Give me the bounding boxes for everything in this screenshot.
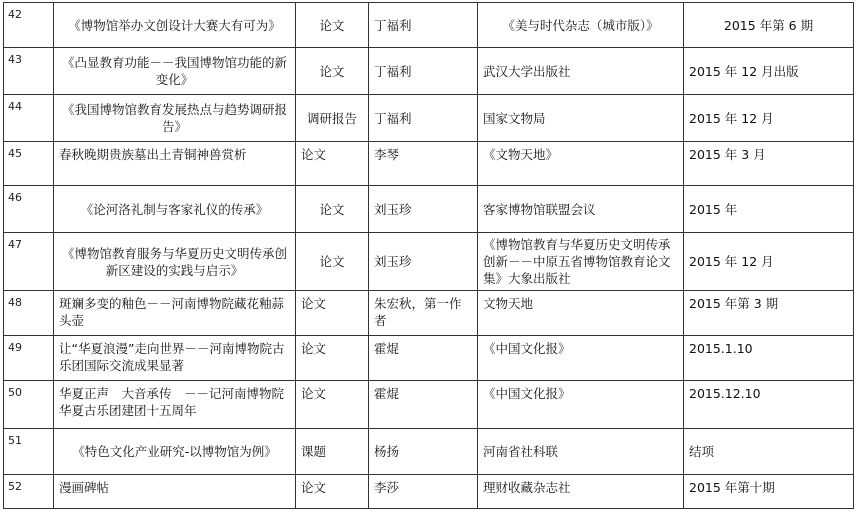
title-cell: 让“华夏浪漫”走向世界－－河南博物院古乐团国际交流成果显著 bbox=[54, 336, 296, 381]
date-cell: 2015 年 bbox=[684, 186, 854, 233]
type-cell: 论文 bbox=[296, 336, 369, 381]
date-cell: 2015 年 12 月出版 bbox=[684, 48, 854, 95]
publications-table bbox=[3, 2, 854, 509]
publisher-cell: 《美与时代杂志（城市版）》 bbox=[478, 3, 684, 48]
row-number: 44 bbox=[4, 95, 54, 142]
type-cell: 论文 bbox=[296, 142, 369, 186]
publisher-cell: 理财收藏杂志社 bbox=[478, 475, 684, 509]
row-number: 43 bbox=[4, 48, 54, 95]
publisher-cell: 客家博物馆联盟会议 bbox=[478, 186, 684, 233]
date-cell: 2015 年 12 月 bbox=[684, 95, 854, 142]
row-number: 46 bbox=[4, 186, 54, 233]
table-row bbox=[4, 186, 854, 233]
author-cell: 李莎 bbox=[369, 475, 478, 509]
type-cell: 论文 bbox=[296, 186, 369, 233]
publisher-cell: 武汉大学出版社 bbox=[478, 48, 684, 95]
type-cell: 课题 bbox=[296, 429, 369, 475]
type-cell: 调研报告 bbox=[296, 95, 369, 142]
publisher-cell: 文物天地 bbox=[478, 291, 684, 336]
table-row bbox=[4, 233, 854, 291]
table-row bbox=[4, 95, 854, 142]
date-cell: 2015.1.10 bbox=[684, 336, 854, 381]
type-cell: 论文 bbox=[296, 233, 369, 291]
publisher-cell: 《博物馆教育与华夏历史文明传承创新－－中原五省博物馆教育论文集》大象出版社 bbox=[478, 233, 684, 291]
row-number: 48 bbox=[4, 291, 54, 336]
table-row bbox=[4, 291, 854, 336]
row-number: 52 bbox=[4, 475, 54, 509]
title-cell: 《论河洛礼制与客家礼仪的传承》 bbox=[54, 186, 296, 233]
publisher-cell: 《文物天地》 bbox=[478, 142, 684, 186]
title-cell: 春秋晚期贵族墓出土青铜神兽赏析 bbox=[54, 142, 296, 186]
date-cell: 2015 年第 3 期 bbox=[684, 291, 854, 336]
author-cell: 丁福利 bbox=[369, 48, 478, 95]
row-number: 42 bbox=[4, 3, 54, 48]
date-cell: 2015 年 12 月 bbox=[684, 233, 854, 291]
table-row bbox=[4, 336, 854, 381]
publisher-cell: 《中国文化报》 bbox=[478, 336, 684, 381]
title-cell: 漫画碑帖 bbox=[54, 475, 296, 509]
author-cell: 丁福利 bbox=[369, 95, 478, 142]
title-cell: 《凸显教育功能－－我国博物馆功能的新变化》 bbox=[54, 48, 296, 95]
row-number: 45 bbox=[4, 142, 54, 186]
table-row bbox=[4, 142, 854, 186]
author-cell: 刘玉珍 bbox=[369, 233, 478, 291]
author-cell: 丁福利 bbox=[369, 3, 478, 48]
author-cell: 霍焜 bbox=[369, 336, 478, 381]
row-number: 50 bbox=[4, 381, 54, 429]
type-cell: 论文 bbox=[296, 381, 369, 429]
author-cell: 霍焜 bbox=[369, 381, 478, 429]
date-cell: 2015 年 3 月 bbox=[684, 142, 854, 186]
author-cell: 李琴 bbox=[369, 142, 478, 186]
table-row bbox=[4, 429, 854, 475]
author-cell: 杨扬 bbox=[369, 429, 478, 475]
title-cell: 华夏正声 大音承传 －－记河南博物院华夏古乐团建团十五周年 bbox=[54, 381, 296, 429]
author-cell: 刘玉珍 bbox=[369, 186, 478, 233]
table-row bbox=[4, 3, 854, 48]
date-cell: 2015.12.10 bbox=[684, 381, 854, 429]
table-row bbox=[4, 475, 854, 509]
type-cell: 论文 bbox=[296, 48, 369, 95]
title-cell: 《博物馆举办文创设计大赛大有可为》 bbox=[54, 3, 296, 48]
table-row bbox=[4, 48, 854, 95]
type-cell: 论文 bbox=[296, 475, 369, 509]
title-cell: 《博物馆教育服务与华夏历史文明传承创新区建设的实践与启示》 bbox=[54, 233, 296, 291]
type-cell: 论文 bbox=[296, 291, 369, 336]
author-cell: 朱宏秋，第一作者 bbox=[369, 291, 478, 336]
publisher-cell: 国家文物局 bbox=[478, 95, 684, 142]
date-cell: 2015 年第 6 期 bbox=[684, 3, 854, 48]
table-row bbox=[4, 381, 854, 429]
row-number: 47 bbox=[4, 233, 54, 291]
row-number: 49 bbox=[4, 336, 54, 381]
date-cell: 结项 bbox=[684, 429, 854, 475]
title-cell: 《特色文化产业研究-以博物馆为例》 bbox=[54, 429, 296, 475]
row-number: 51 bbox=[4, 429, 54, 475]
publisher-cell: 《中国文化报》 bbox=[478, 381, 684, 429]
title-cell: 《我国博物馆教育发展热点与趋势调研报告》 bbox=[54, 95, 296, 142]
type-cell: 论文 bbox=[296, 3, 369, 48]
date-cell: 2015 年第十期 bbox=[684, 475, 854, 509]
publisher-cell: 河南省社科联 bbox=[478, 429, 684, 475]
title-cell: 斑斓多变的釉色－－河南博物院藏花釉蒜头壶 bbox=[54, 291, 296, 336]
